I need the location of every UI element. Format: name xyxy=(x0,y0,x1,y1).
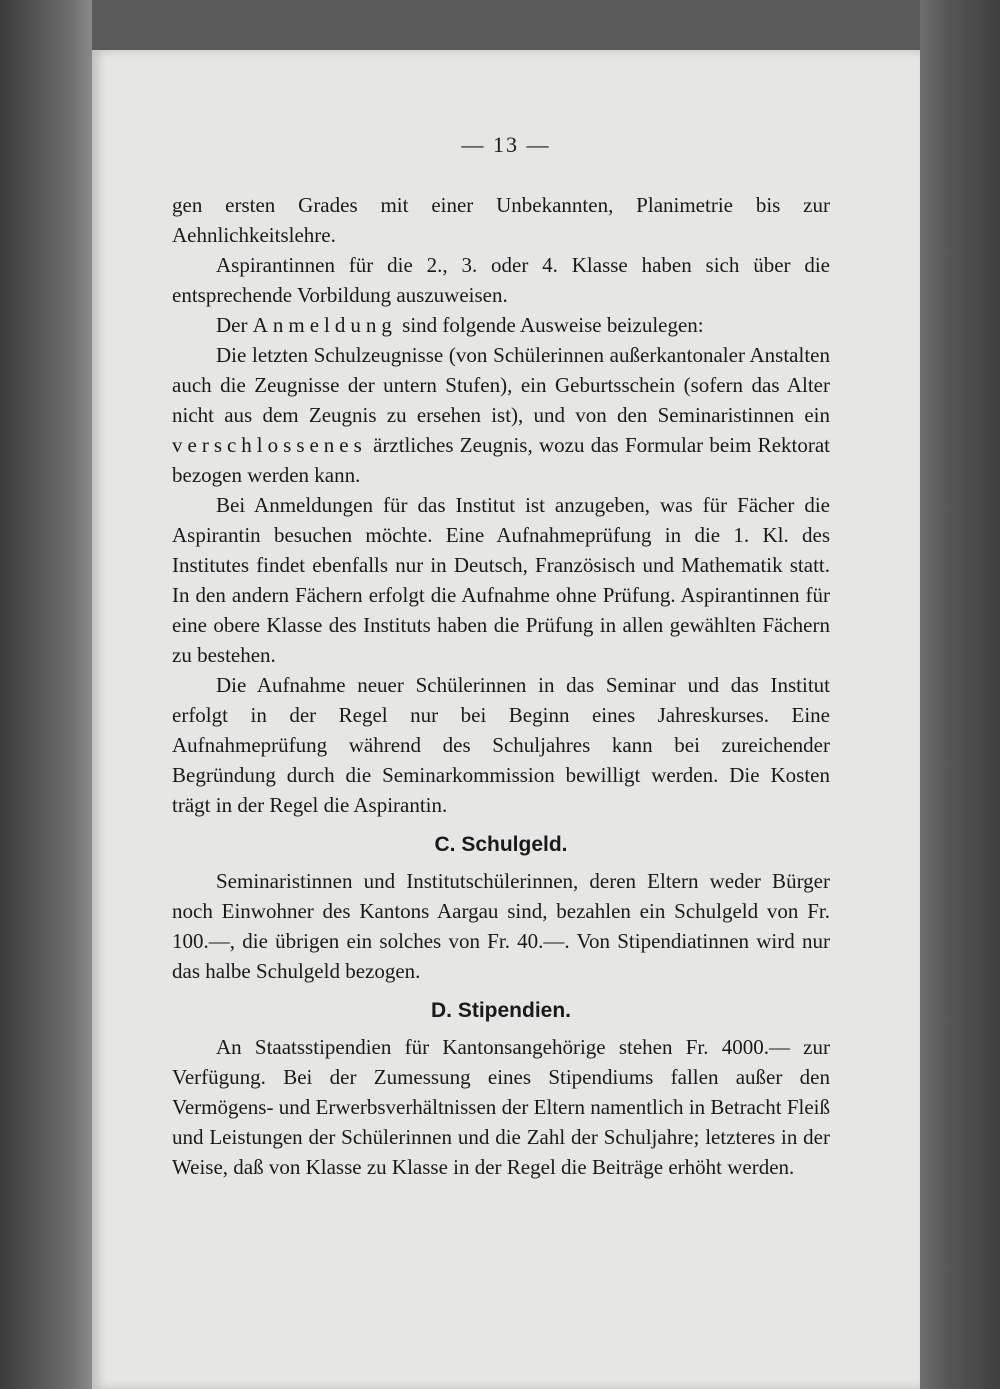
paragraph-institut: Bei Anmeldungen für das Institut ist anzugeben, was für Fächer die Aspirantin besuchen möchte. Eine Aufnahmeprüfung in die 1. Kl. des Institutes findet ebenfalls nur in Deutsch, Französisch und Mathematik statt. In den andern Fächern erfolgt die Aufnahme ohne Prüfung. Aspirantinnen für eine obere Klasse des Instituts haben die Prüfung in allen gewählten Fächern zu bestehen. xyxy=(172,493,830,667)
paragraph-ausweise xyxy=(172,340,830,490)
paragraph-schulgeld: Seminaristinnen und Institutschülerinnen, deren Eltern weder Bürger noch Einwohner des Kantons Aargau sind, bezahlen ein Schulgeld von Fr. 100.—, die übrigen ein solches von Fr. 40.—. Von Stipendiatinnen wird nur das halbe Schulgeld bezogen. xyxy=(172,869,830,983)
anmeldung-post: sind folgende Ausweise beizulegen: xyxy=(396,313,704,337)
paragraph-anmeldung xyxy=(172,310,830,340)
page-body xyxy=(172,190,830,1182)
document-page xyxy=(92,50,920,1389)
paragraph-aufnahme: Die Aufnahme neuer Schülerinnen in das Seminar und das Institut erfolgt in der Regel nur bei Beginn eines Jahreskurses. Eine Aufnahmeprüfung während des Schuljahres kann bei zureichender Begründung durch die Seminarkommission bewilligt werden. Die Kosten trägt in der Regel die Aspirantin. xyxy=(172,673,830,817)
paragraph-continuation: gen ersten Grades mit einer Unbekannten, Planimetrie bis zur Aehnlichkeitslehre. xyxy=(172,193,830,247)
paragraph-vorbildung: Aspirantinnen für die 2., 3. oder 4. Klasse haben sich über die entsprechende Vorbildung auszuweisen. xyxy=(172,253,830,307)
section-heading-schulgeld: C. Schulgeld. xyxy=(434,833,568,856)
scan-background-right xyxy=(920,0,1000,1389)
paragraph-stipendien: An Staatsstipendien für Kantonsangehörige stehen Fr. 4000.— zur Verfügung. Bei der Zumessung eines Stipendiums fallen außer den Vermögens- und Erwerbsverhältnissen der Eltern namentlich in Betracht Fleiß und Leistungen der Schülerinnen und die Zahl der Schuljahre; letzteres in der Weise, daß von Klasse zu Klasse in der Regel die Beiträge erhöht werden. xyxy=(172,1035,830,1179)
anmeldung-pre: Der xyxy=(216,313,253,337)
page-number: — 13 — xyxy=(461,132,551,157)
scan-background-left xyxy=(0,0,92,1389)
ausweise-spaced: verschlossenes xyxy=(172,433,367,457)
anmeldung-spaced: Anmeldung xyxy=(252,313,397,337)
section-heading-stipendien: D. Stipendien. xyxy=(430,999,571,1022)
ausweise-pre: Die letzten Schulzeugnisse (von Schülerinnen außerkantonaler Anstalten auch die Zeugnisse der untern Stufen), ein Geburtsschein (sofern das Alter nicht aus dem Zeugnis zu ersehen ist), und von den Seminaristinnen ein xyxy=(172,343,830,427)
ausweise-post: ärztliches Zeugnis, wozu das Formular beim Rektorat bezogen werden kann. xyxy=(172,433,830,487)
scan-background-top xyxy=(92,0,1000,50)
